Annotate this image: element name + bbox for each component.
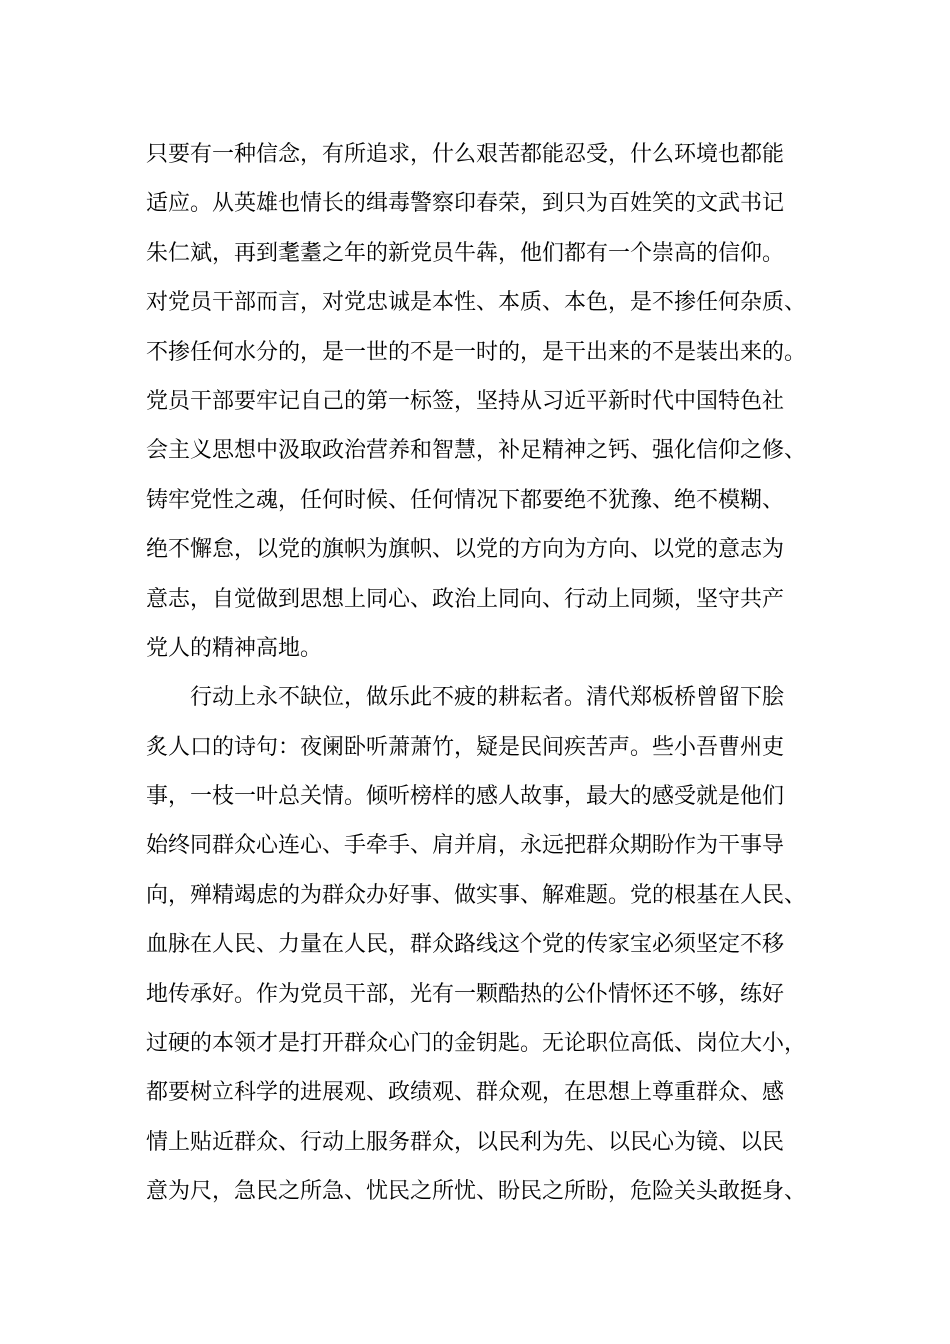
text-line: 血脉在人民、力量在人民，群众路线这个党的传家宝必须坚定不移 — [146, 932, 785, 958]
text-line: 只要有一种信念，有所追求，什么艰苦都能忍受，什么环境也都能 — [146, 142, 785, 167]
text-line: 地传承好。作为党员干部，光有一颗酷热的公仆情怀还不够，练好 — [146, 981, 785, 1007]
text-line: 绝不懈怠，以党的旗帜为旗帜、以党的方向为方向、以党的意志为 — [146, 537, 785, 563]
text-line: 炙人口的诗句：夜阑卧听萧萧竹，疑是民间疾苦声。些小吾曹州吏 — [146, 734, 785, 760]
text-line: 不掺任何水分的，是一世的不是一时的，是干出来的不是装出来的。 — [146, 339, 807, 365]
text-line: 意为尺，急民之所急、忧民之所忧、盼民之所盼，危险关头敢挺身、 — [146, 1179, 807, 1205]
text-line: 对党员干部而言，对党忠诚是本性、本质、本色，是不掺任何杂质、 — [146, 290, 807, 316]
text-line: 过硬的本领才是打开群众心门的金钥匙。无论职位高低、岗位大小， — [146, 1031, 807, 1057]
text-line: 党人的精神高地。 — [146, 635, 323, 661]
text-line: 事，一枝一叶总关情。倾听榜样的感人故事，最大的感受就是他们 — [146, 784, 785, 810]
text-line: 始终同群众心连心、手牵手、肩并肩，永远把群众期盼作为干事导 — [146, 833, 785, 859]
text-line: 向，殚精竭虑的为群众办好事、做实事、解难题。党的根基在人民、 — [146, 882, 807, 908]
paragraph-first-line: 行动上永不缺位，做乐此不疲的耕耘者。清代郑板桥曾留下脍 — [190, 685, 785, 711]
text-line: 情上贴近群众、行动上服务群众，以民利为先、以民心为镜、以民 — [146, 1129, 785, 1155]
text-line: 铸牢党性之魂，任何时候、任何情况下都要绝不犹豫、绝不模糊、 — [146, 487, 785, 513]
text-line: 会主义思想中汲取政治营养和智慧，补足精神之钙、强化信仰之修、 — [146, 438, 807, 464]
text-line: 都要树立科学的进展观、政绩观、群众观，在思想上尊重群众、感 — [146, 1080, 785, 1106]
text-line: 意志，自觉做到思想上同心、政治上同向、行动上同频，坚守共产 — [146, 586, 785, 612]
text-line: 党员干部要牢记自己的第一标签，坚持从习近平新时代中国特色社 — [146, 388, 785, 414]
text-line: 适应。从英雄也情长的缉毒警察印春荣，到只为百姓笑的文武书记 — [146, 191, 785, 217]
text-line: 朱仁斌，再到耄耋之年的新党员牛犇，他们都有一个崇高的信仰。 — [146, 240, 785, 266]
document-body — [146, 130, 822, 1217]
